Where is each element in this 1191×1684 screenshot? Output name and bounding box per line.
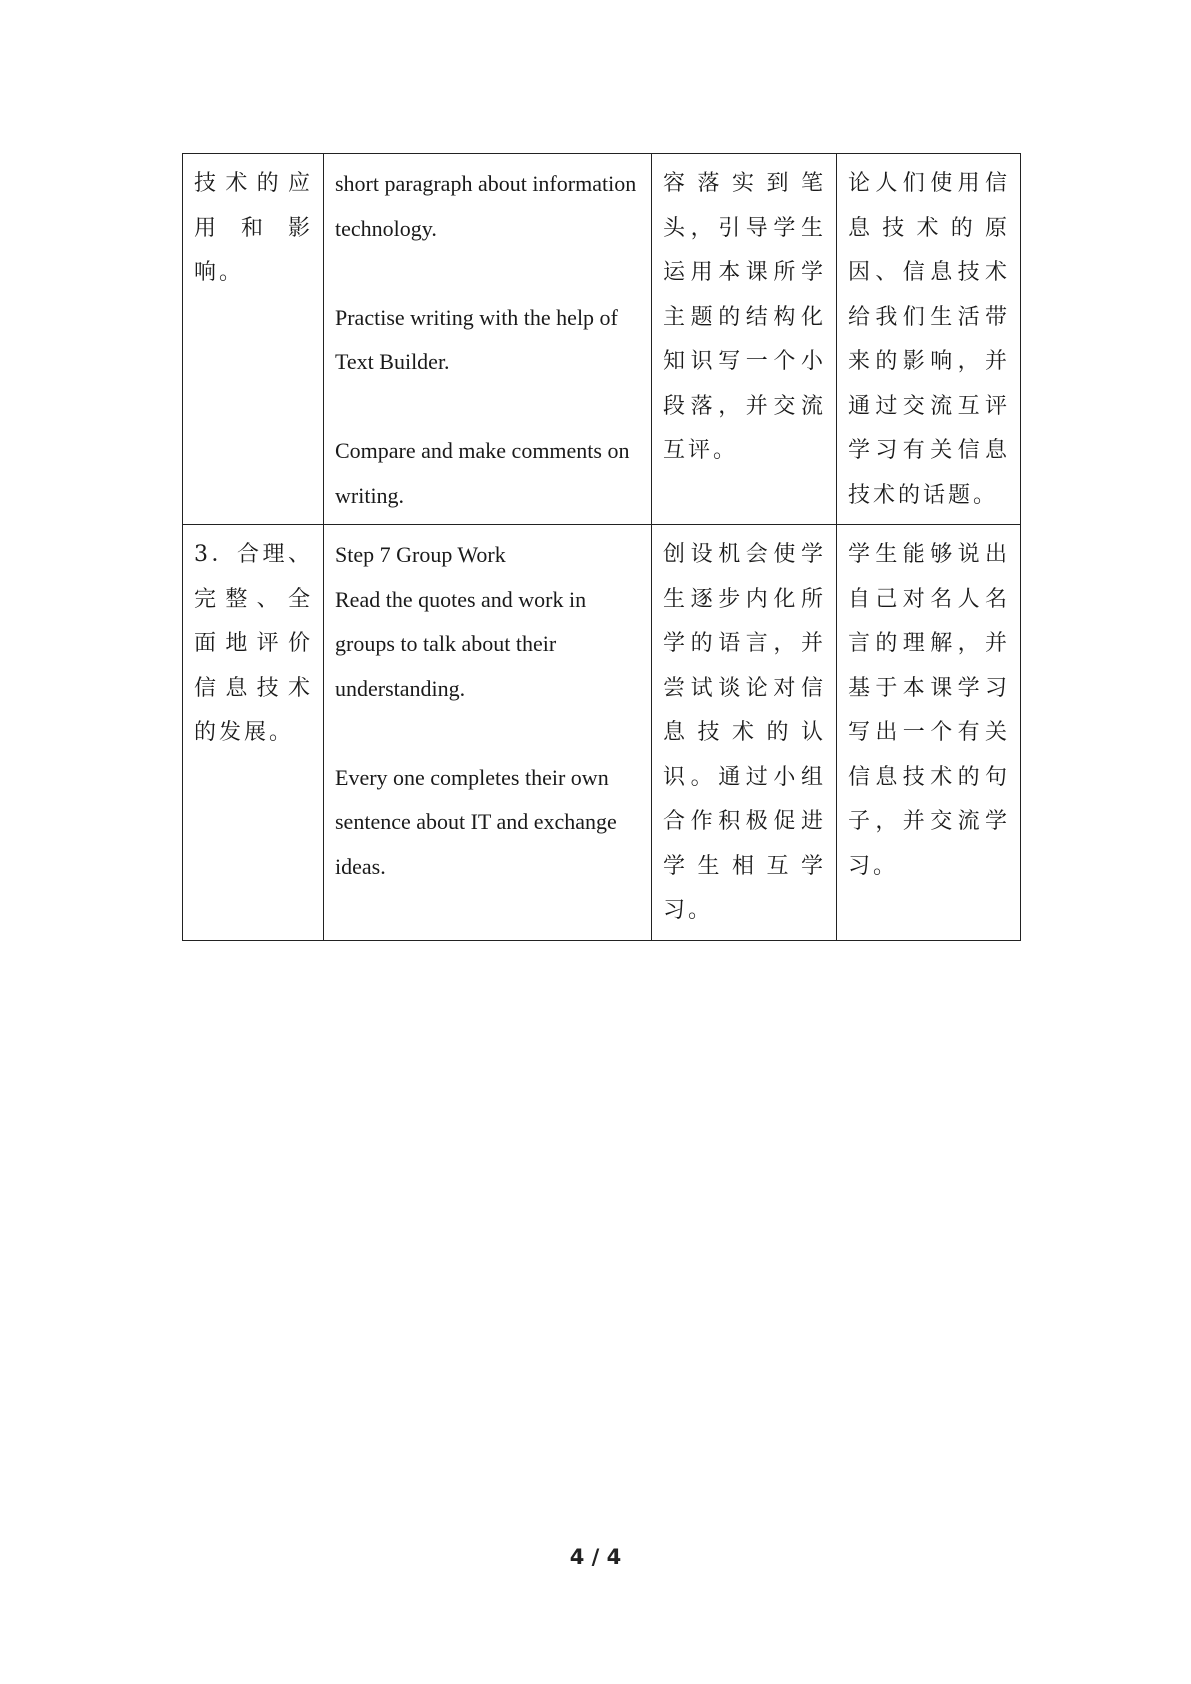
- evaluation-text: 论人们使用信息技术的原因、信息技术给我们生活带来的影响，并通过交流互评学习有关信息技术的话题。: [848, 171, 1010, 508]
- table-row: [183, 154, 1021, 525]
- page-number: 4 / 4: [569, 1545, 622, 1569]
- intent-cell: [652, 154, 837, 525]
- objective-text: 技术的应用和影响。: [194, 171, 313, 285]
- intent-text: 容落实到笔头，引导学生运用本课所学主题的结构化知识写一个小段落，并交流互评。: [663, 171, 826, 463]
- activity-paragraph: Every one completes their own sentence about IT and exchange ideas.: [335, 764, 617, 879]
- objective-text: 3．合理、完整、全面地评价信息技术的发展。: [194, 542, 313, 745]
- activity-cell: [324, 525, 652, 941]
- objective-cell: [183, 525, 324, 941]
- activity-paragraph: Compare and make comments on writing.: [335, 438, 630, 508]
- activity-paragraph: Practise writing with the help of Text Builder.: [335, 304, 618, 374]
- intent-text: 创设机会使学生逐步内化所学的语言，并尝试谈论对信息技术的认识。通过小组合作积极促进学生相互学习。: [663, 542, 826, 923]
- activity-paragraph: Step 7 Group Work Read the quotes and work in groups to talk about their understanding.: [335, 542, 587, 701]
- objective-cell: [183, 154, 324, 525]
- lesson-plan-table: [182, 153, 1021, 941]
- activity-cell: [324, 154, 652, 525]
- activity-paragraph: short paragraph about information technology.: [335, 171, 637, 241]
- evaluation-text: 学生能够说出自己对名人名言的理解，并基于本课学习写出一个有关信息技术的句子，并交流学习。: [848, 542, 1010, 879]
- intent-cell: [652, 525, 837, 941]
- evaluation-cell: [837, 525, 1021, 941]
- table-row: [183, 525, 1021, 941]
- evaluation-cell: [837, 154, 1021, 525]
